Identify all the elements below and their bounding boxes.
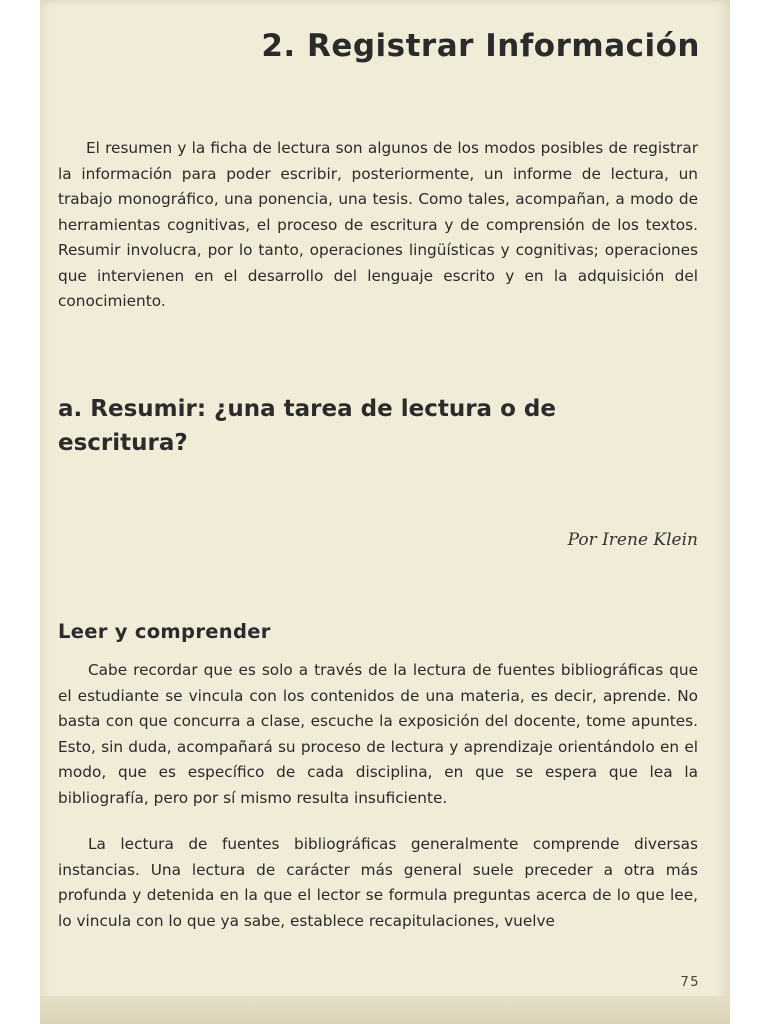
subsection-title: Leer y comprender bbox=[58, 620, 271, 643]
body-paragraph: Cabe recordar que es solo a través de la lectura de fuentes bibliográficas que el estudiante se vincula con los contenidos de una materia, es decir, aprende. No basta con que concurra a clase, escuche la exposición del docente, tome apuntes. Esto, sin duda, acompañará su proceso de lectura y aprendizaje orientándolo en el modo, que es específico de cada disciplina, en que se espera que lea la bibliografía, pero por sí mismo resulta insuficiente. bbox=[58, 661, 698, 807]
scan-margin-left bbox=[0, 0, 40, 1024]
author-byline: Por Irene Klein bbox=[567, 530, 698, 550]
section-title: a. Resumir: ¿una tarea de lectura o de escritura? bbox=[58, 396, 556, 456]
intro-paragraph: El resumen y la ficha de lectura son algunos de los modos posibles de registrar la información para poder escribir, posteriormente, un informe de lectura, un trabajo monográfico, una ponencia, una tesis. Como tales, acompañan, a modo de herramientas cognitivas, el proceso de escritura y de comprensión de los textos. Resumir involucra, por lo tanto, operaciones lingüísticas y cognitivas; operaciones que intervienen en el desarrollo del lenguaje escrito y en la adquisición del conocimiento. bbox=[58, 139, 698, 310]
chapter-title: 2. Registrar Información bbox=[261, 28, 700, 64]
body-paragraph: La lectura de fuentes bibliográficas generalmente comprende diversas instancias. Una lectura de carácter más general suele preceder a otra más profunda y detenida en la que el lector se formula preguntas acerca de lo que lee, lo vincula con lo que ya sabe, establece recapitulaciones, vuelve bbox=[58, 835, 698, 930]
page-number: 75 bbox=[680, 975, 700, 990]
page-bottom-edge bbox=[40, 996, 730, 1024]
scan-margin-right bbox=[730, 0, 768, 1024]
